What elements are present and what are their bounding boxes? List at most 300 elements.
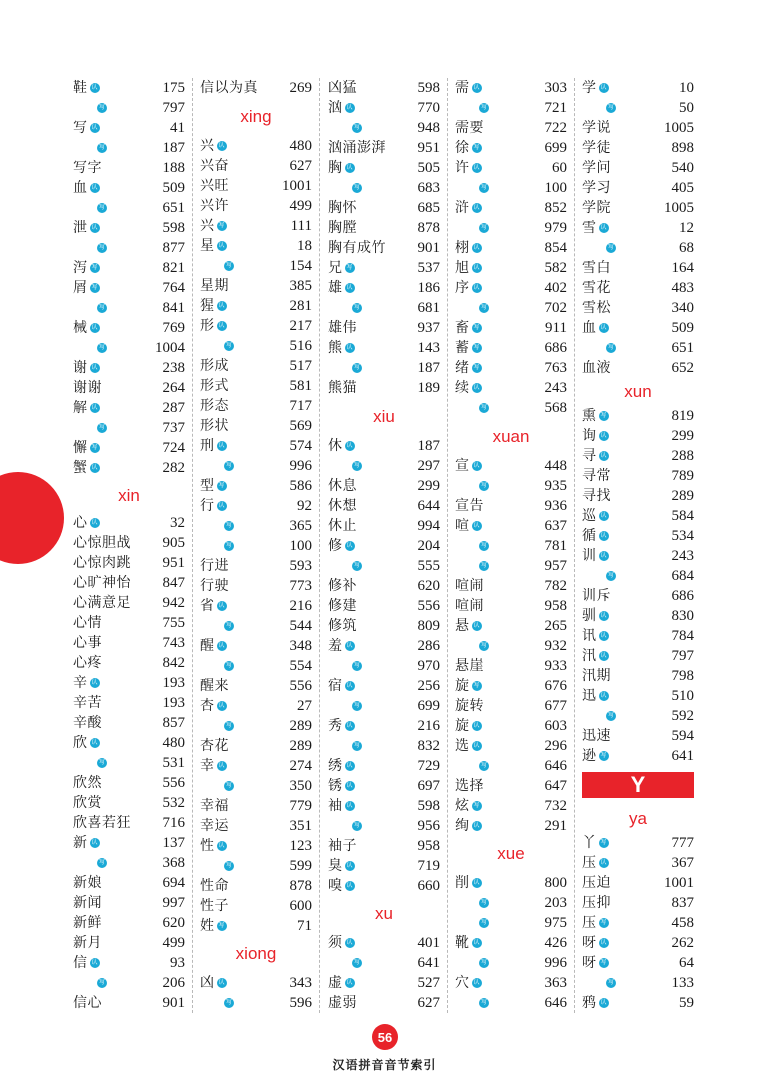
index-entry — [582, 566, 694, 586]
entry-term — [73, 593, 131, 613]
entry-term — [455, 303, 489, 313]
entry-word: 泄 — [73, 220, 88, 236]
entry-page-number: 651 — [162, 200, 185, 216]
index-entry — [582, 893, 694, 913]
entry-term — [200, 136, 227, 156]
entry-page-number: 286 — [417, 637, 440, 654]
entry-term — [200, 556, 229, 576]
index-entry — [582, 706, 694, 726]
entry-word: 学问 — [582, 160, 611, 176]
entry-term — [582, 318, 609, 338]
entry-word: 心情 — [73, 615, 102, 631]
entry-page-number: 243 — [544, 380, 567, 396]
index-entry — [73, 338, 185, 358]
index-entry — [328, 933, 440, 953]
recognize-badge-icon: 认 — [473, 741, 480, 749]
index-entry — [582, 746, 694, 766]
entry-word: 星期 — [200, 277, 229, 294]
entry-word: 新闻 — [73, 895, 102, 911]
entry-page-number: 847 — [162, 575, 185, 591]
index-entry — [328, 258, 440, 278]
entry-term — [582, 726, 611, 746]
index-entry — [582, 606, 694, 626]
entry-word: 徐 — [455, 140, 470, 156]
entry-word: 悬 — [455, 617, 470, 634]
index-entry — [73, 158, 185, 178]
index-entry — [455, 616, 567, 636]
entry-page-number: 343 — [289, 975, 312, 991]
entry-word: 鞋 — [73, 80, 88, 96]
entry-term — [328, 973, 355, 993]
entry-page-number: 287 — [162, 400, 185, 416]
write-badge-icon: 写 — [353, 364, 360, 371]
index-entry — [455, 736, 567, 756]
entry-page-number: 956 — [417, 817, 440, 834]
entry-word: 欣赏 — [73, 795, 102, 811]
entry-page-number: 216 — [289, 597, 312, 614]
entry-page-number: 717 — [289, 397, 312, 414]
index-entry — [455, 378, 567, 398]
index-entry — [328, 716, 440, 736]
recognize-badge-icon: 认 — [91, 839, 98, 846]
index-entry — [328, 476, 440, 496]
entry-page-number: 527 — [417, 975, 440, 991]
entry-page-number: 509 — [162, 180, 185, 196]
index-entry — [328, 318, 440, 338]
recognize-badge-icon: 认 — [473, 621, 480, 629]
index-entry — [200, 216, 312, 236]
entry-term — [328, 218, 357, 238]
entry-page-number: 598 — [417, 80, 440, 96]
entry-word: 迅速 — [582, 727, 611, 744]
entry-word: 胸 — [328, 160, 343, 176]
entry-term — [455, 496, 484, 516]
index-entry — [73, 613, 185, 633]
index-entry — [582, 98, 694, 118]
entry-term — [328, 516, 357, 536]
entry-page-number: 189 — [417, 380, 440, 396]
entry-page-number: 303 — [544, 80, 567, 96]
entry-page-number: 797 — [162, 100, 185, 116]
entry-page-number: 537 — [417, 260, 440, 276]
entry-term — [200, 736, 229, 756]
entry-word: 辛苦 — [73, 695, 102, 711]
index-entry — [328, 178, 440, 198]
index-entry — [73, 553, 185, 573]
entry-term — [200, 796, 229, 816]
write-badge-icon: 写 — [607, 979, 614, 986]
entry-term — [328, 796, 355, 816]
entry-term — [200, 541, 234, 551]
entry-term — [328, 363, 362, 373]
entry-page-number: 719 — [417, 857, 440, 874]
entry-term — [73, 78, 100, 98]
entry-term — [455, 516, 482, 536]
entry-page-number: 951 — [417, 140, 440, 156]
recognize-badge-icon: 认 — [346, 861, 353, 869]
index-entry — [455, 238, 567, 258]
entry-term — [73, 893, 102, 913]
index-entry — [328, 98, 440, 118]
entry-page-number: 556 — [417, 597, 440, 614]
entry-term — [455, 816, 482, 836]
write-badge-icon: 写 — [480, 304, 487, 311]
entry-word: 循 — [582, 527, 597, 544]
entry-page-number: 32 — [170, 515, 185, 531]
entry-page-number: 186 — [417, 280, 440, 296]
entry-term — [200, 636, 227, 656]
entry-page-number: 10 — [679, 80, 694, 96]
entry-page-number: 367 — [671, 855, 694, 871]
index-entry — [328, 816, 440, 836]
index-entry — [73, 278, 185, 298]
entry-term — [582, 343, 616, 353]
entry-word: 汛期 — [582, 667, 611, 684]
entry-page-number: 627 — [289, 157, 312, 174]
entry-term — [582, 218, 609, 238]
entry-page-number: 534 — [671, 527, 694, 544]
index-entry — [328, 218, 440, 238]
index-entry — [455, 298, 567, 318]
entry-page-number: 764 — [162, 280, 185, 296]
index-entry — [73, 533, 185, 553]
index-entry — [455, 278, 567, 298]
index-entry — [73, 178, 185, 198]
entry-term — [328, 958, 362, 968]
entry-page-number: 265 — [544, 617, 567, 634]
entry-page-number: 901 — [417, 240, 440, 256]
entry-term — [73, 243, 107, 253]
entry-word: 心 — [73, 515, 88, 531]
entry-page-number: 724 — [162, 440, 185, 456]
recognize-badge-icon: 认 — [473, 204, 480, 211]
entry-word: 袖子 — [328, 837, 357, 854]
recognize-badge-icon: 认 — [218, 979, 225, 986]
entry-word: 喧闹 — [455, 577, 484, 594]
entry-page-number: 264 — [162, 380, 185, 396]
entry-term — [200, 781, 234, 791]
entry-page-number: 627 — [417, 995, 440, 1011]
entry-term — [455, 761, 489, 771]
entry-page-number: 852 — [544, 200, 567, 216]
entry-word: 熊猫 — [328, 380, 357, 396]
recognize-badge-icon: 认 — [91, 124, 98, 131]
write-badge-icon: 写 — [98, 759, 105, 766]
entry-word: 炫 — [455, 797, 470, 814]
recognize-badge-icon: 认 — [600, 611, 607, 619]
entry-term — [73, 633, 102, 653]
entry-page-number: 555 — [417, 557, 440, 574]
pinyin-heading: xuan — [492, 426, 530, 446]
index-entry — [200, 396, 312, 416]
entry-word: 杏 — [200, 697, 215, 714]
write-badge-icon: 写 — [353, 304, 360, 311]
write-badge-icon: 写 — [225, 261, 232, 269]
entry-page-number: 702 — [544, 300, 567, 316]
entry-page-number: 641 — [671, 747, 694, 764]
write-badge-icon: 写 — [218, 921, 225, 929]
index-entry — [455, 78, 567, 98]
write-badge-icon: 写 — [607, 104, 614, 111]
entry-word: 削 — [455, 875, 470, 891]
write-badge-icon: 写 — [225, 461, 232, 469]
entry-term — [328, 616, 357, 636]
index-entry — [73, 773, 185, 793]
entry-page-number: 854 — [544, 240, 567, 256]
entry-term — [455, 358, 482, 378]
entry-term — [73, 103, 107, 113]
index-entry — [455, 776, 567, 796]
entry-word: 询 — [582, 427, 597, 444]
entry-term — [73, 833, 100, 853]
entry-word: 杏花 — [200, 737, 229, 754]
entry-page-number: 92 — [297, 497, 312, 514]
entry-word: 虚 — [328, 975, 343, 991]
recognize-badge-icon: 认 — [346, 284, 353, 291]
entry-word: 幸运 — [200, 817, 229, 834]
entry-word: 兴 — [200, 217, 215, 234]
index-entry — [200, 336, 312, 356]
index-entry — [582, 238, 694, 258]
entry-word: 休止 — [328, 517, 357, 534]
entry-term — [582, 506, 609, 526]
recognize-badge-icon: 认 — [91, 224, 98, 231]
entry-word: 醒来 — [200, 677, 229, 694]
entry-page-number: 568 — [544, 400, 567, 416]
entry-term — [73, 423, 107, 433]
entry-term — [455, 776, 484, 796]
index-entry — [455, 576, 567, 596]
index-entry — [73, 258, 185, 278]
entry-term — [73, 993, 102, 1013]
entry-term — [455, 933, 482, 953]
index-entry — [582, 158, 694, 178]
entry-term — [200, 721, 234, 731]
index-entry — [582, 446, 694, 466]
entry-page-number: 651 — [671, 340, 694, 356]
index-entry — [582, 506, 694, 526]
entry-term — [73, 158, 102, 178]
index-entry — [582, 78, 694, 98]
index-entry — [200, 556, 312, 576]
index-entry — [328, 836, 440, 856]
entry-page-number: 348 — [289, 637, 312, 654]
entry-word: 信心 — [73, 995, 102, 1011]
entry-term — [73, 458, 100, 478]
recognize-badge-icon: 认 — [600, 531, 607, 539]
entry-word: 凶猛 — [328, 80, 357, 96]
recognize-badge-icon: 认 — [346, 441, 353, 449]
index-entry — [328, 876, 440, 896]
entry-term — [328, 461, 362, 471]
entry-term — [455, 541, 489, 551]
entry-term — [455, 918, 489, 928]
entry-term — [455, 258, 482, 278]
entry-term — [328, 993, 357, 1013]
entry-term — [328, 756, 355, 776]
index-entry — [455, 118, 567, 138]
entry-term — [582, 571, 616, 581]
entry-term — [582, 546, 609, 566]
entry-page-number: 569 — [289, 417, 312, 434]
index-entry — [73, 733, 185, 753]
entry-word: 绪 — [455, 360, 470, 376]
write-badge-icon: 写 — [98, 859, 105, 866]
index-entry — [200, 676, 312, 696]
entry-page-number: 351 — [289, 817, 312, 834]
entry-term — [73, 378, 102, 398]
entry-page-number: 238 — [162, 360, 185, 376]
entry-term — [73, 278, 100, 298]
entry-page-number: 544 — [289, 617, 312, 634]
entry-word: 熊 — [328, 340, 343, 356]
index-entry — [73, 198, 185, 218]
entry-page-number: 531 — [162, 755, 185, 771]
pinyin-heading: xiu — [373, 406, 395, 426]
recognize-badge-icon: 认 — [91, 324, 98, 331]
entry-word: 信以为真 — [200, 80, 258, 96]
entry-page-number: 363 — [544, 975, 567, 991]
recognize-badge-icon: 认 — [473, 879, 480, 886]
entry-term — [200, 296, 227, 316]
entry-term — [328, 661, 362, 671]
entry-word: 讯 — [582, 627, 597, 644]
entry-term — [328, 676, 355, 696]
entry-term — [582, 666, 611, 686]
entry-word: 行驶 — [200, 577, 229, 594]
entry-word: 休息 — [328, 477, 357, 494]
entry-page-number: 686 — [671, 587, 694, 604]
entry-page-number: 299 — [417, 477, 440, 494]
entry-term — [328, 821, 362, 831]
entry-term — [455, 561, 489, 571]
entry-page-number: 480 — [162, 735, 185, 751]
entry-page-number: 652 — [671, 360, 694, 376]
entry-page-number: 1001 — [282, 177, 312, 194]
entry-word: 训 — [582, 547, 597, 564]
entry-page-number: 660 — [417, 877, 440, 894]
entry-word: 性命 — [200, 877, 229, 894]
entry-word: 巡 — [582, 507, 597, 524]
entry-page-number: 41 — [170, 120, 185, 136]
entry-term — [582, 426, 609, 446]
recognize-badge-icon: 认 — [91, 464, 98, 471]
entry-word: 修建 — [328, 597, 357, 614]
index-entry — [455, 756, 567, 776]
entry-page-number: 933 — [544, 657, 567, 674]
entry-term — [200, 196, 229, 216]
write-badge-icon: 写 — [480, 761, 487, 769]
index-entry — [582, 686, 694, 706]
index-entry — [73, 118, 185, 138]
entry-word: 形式 — [200, 377, 229, 394]
entry-term — [73, 258, 100, 278]
index-entry — [200, 896, 312, 916]
entry-term — [73, 773, 102, 793]
write-badge-icon: 写 — [353, 561, 360, 569]
index-entry — [73, 238, 185, 258]
entry-page-number: 187 — [162, 140, 185, 156]
recognize-badge-icon: 认 — [600, 324, 607, 331]
write-badge-icon: 写 — [480, 481, 487, 489]
index-entry — [582, 466, 694, 486]
entry-page-number: 289 — [289, 717, 312, 734]
entry-word: 靴 — [455, 935, 470, 951]
entry-word: 宣 — [455, 457, 470, 474]
entry-term — [200, 836, 227, 856]
index-entry — [582, 298, 694, 318]
recognize-badge-icon: 认 — [91, 404, 98, 411]
index-entry — [200, 356, 312, 376]
entry-term — [328, 278, 355, 298]
entry-term — [200, 156, 229, 176]
index-entry — [73, 753, 185, 773]
entry-page-number: 821 — [162, 260, 185, 276]
recognize-badge-icon: 认 — [346, 801, 353, 809]
entry-term — [200, 276, 229, 296]
index-entry — [73, 98, 185, 118]
entry-page-number: 385 — [289, 277, 312, 294]
entry-term — [582, 358, 611, 378]
entry-word: 省 — [200, 597, 215, 614]
recognize-badge-icon: 认 — [346, 541, 353, 549]
entry-term — [582, 873, 611, 893]
index-entry — [582, 953, 694, 973]
entry-term — [200, 596, 227, 616]
index-entry — [200, 256, 312, 276]
entry-word: 学院 — [582, 200, 611, 216]
index-entry — [455, 873, 567, 893]
entry-term — [200, 341, 234, 351]
entry-term — [455, 103, 489, 113]
index-entry — [582, 198, 694, 218]
index-entry — [73, 673, 185, 693]
recognize-badge-icon: 认 — [600, 551, 607, 559]
entry-page-number: 402 — [544, 280, 567, 296]
entry-term — [200, 376, 229, 396]
recognize-badge-icon: 认 — [218, 701, 225, 709]
recognize-badge-icon: 认 — [218, 601, 225, 609]
entry-page-number: 789 — [671, 467, 694, 484]
recognize-badge-icon: 认 — [473, 521, 480, 529]
write-badge-icon: 写 — [480, 224, 487, 231]
index-entry — [328, 796, 440, 816]
recognize-badge-icon: 认 — [91, 519, 98, 526]
entry-term — [73, 653, 102, 673]
pinyin-heading: xu — [375, 904, 393, 924]
entry-term — [200, 816, 229, 836]
write-badge-icon: 写 — [353, 741, 360, 749]
entry-term — [73, 318, 100, 338]
index-entry — [328, 636, 440, 656]
entry-term — [73, 693, 102, 713]
entry-word: 休想 — [328, 497, 357, 514]
write-badge-icon: 写 — [480, 184, 487, 191]
entry-term — [200, 916, 227, 936]
entry-word: 胸膛 — [328, 220, 357, 236]
entry-page-number: 50 — [679, 100, 694, 116]
recognize-badge-icon: 认 — [218, 441, 225, 449]
entry-page-number: 716 — [162, 815, 185, 831]
entry-term — [582, 298, 611, 318]
recognize-badge-icon: 认 — [600, 939, 607, 946]
entry-page-number: 878 — [417, 220, 440, 236]
entry-term — [328, 836, 357, 856]
index-entry — [582, 626, 694, 646]
entry-page-number: 556 — [289, 677, 312, 694]
index-entry — [455, 358, 567, 378]
index-entry — [328, 78, 440, 98]
